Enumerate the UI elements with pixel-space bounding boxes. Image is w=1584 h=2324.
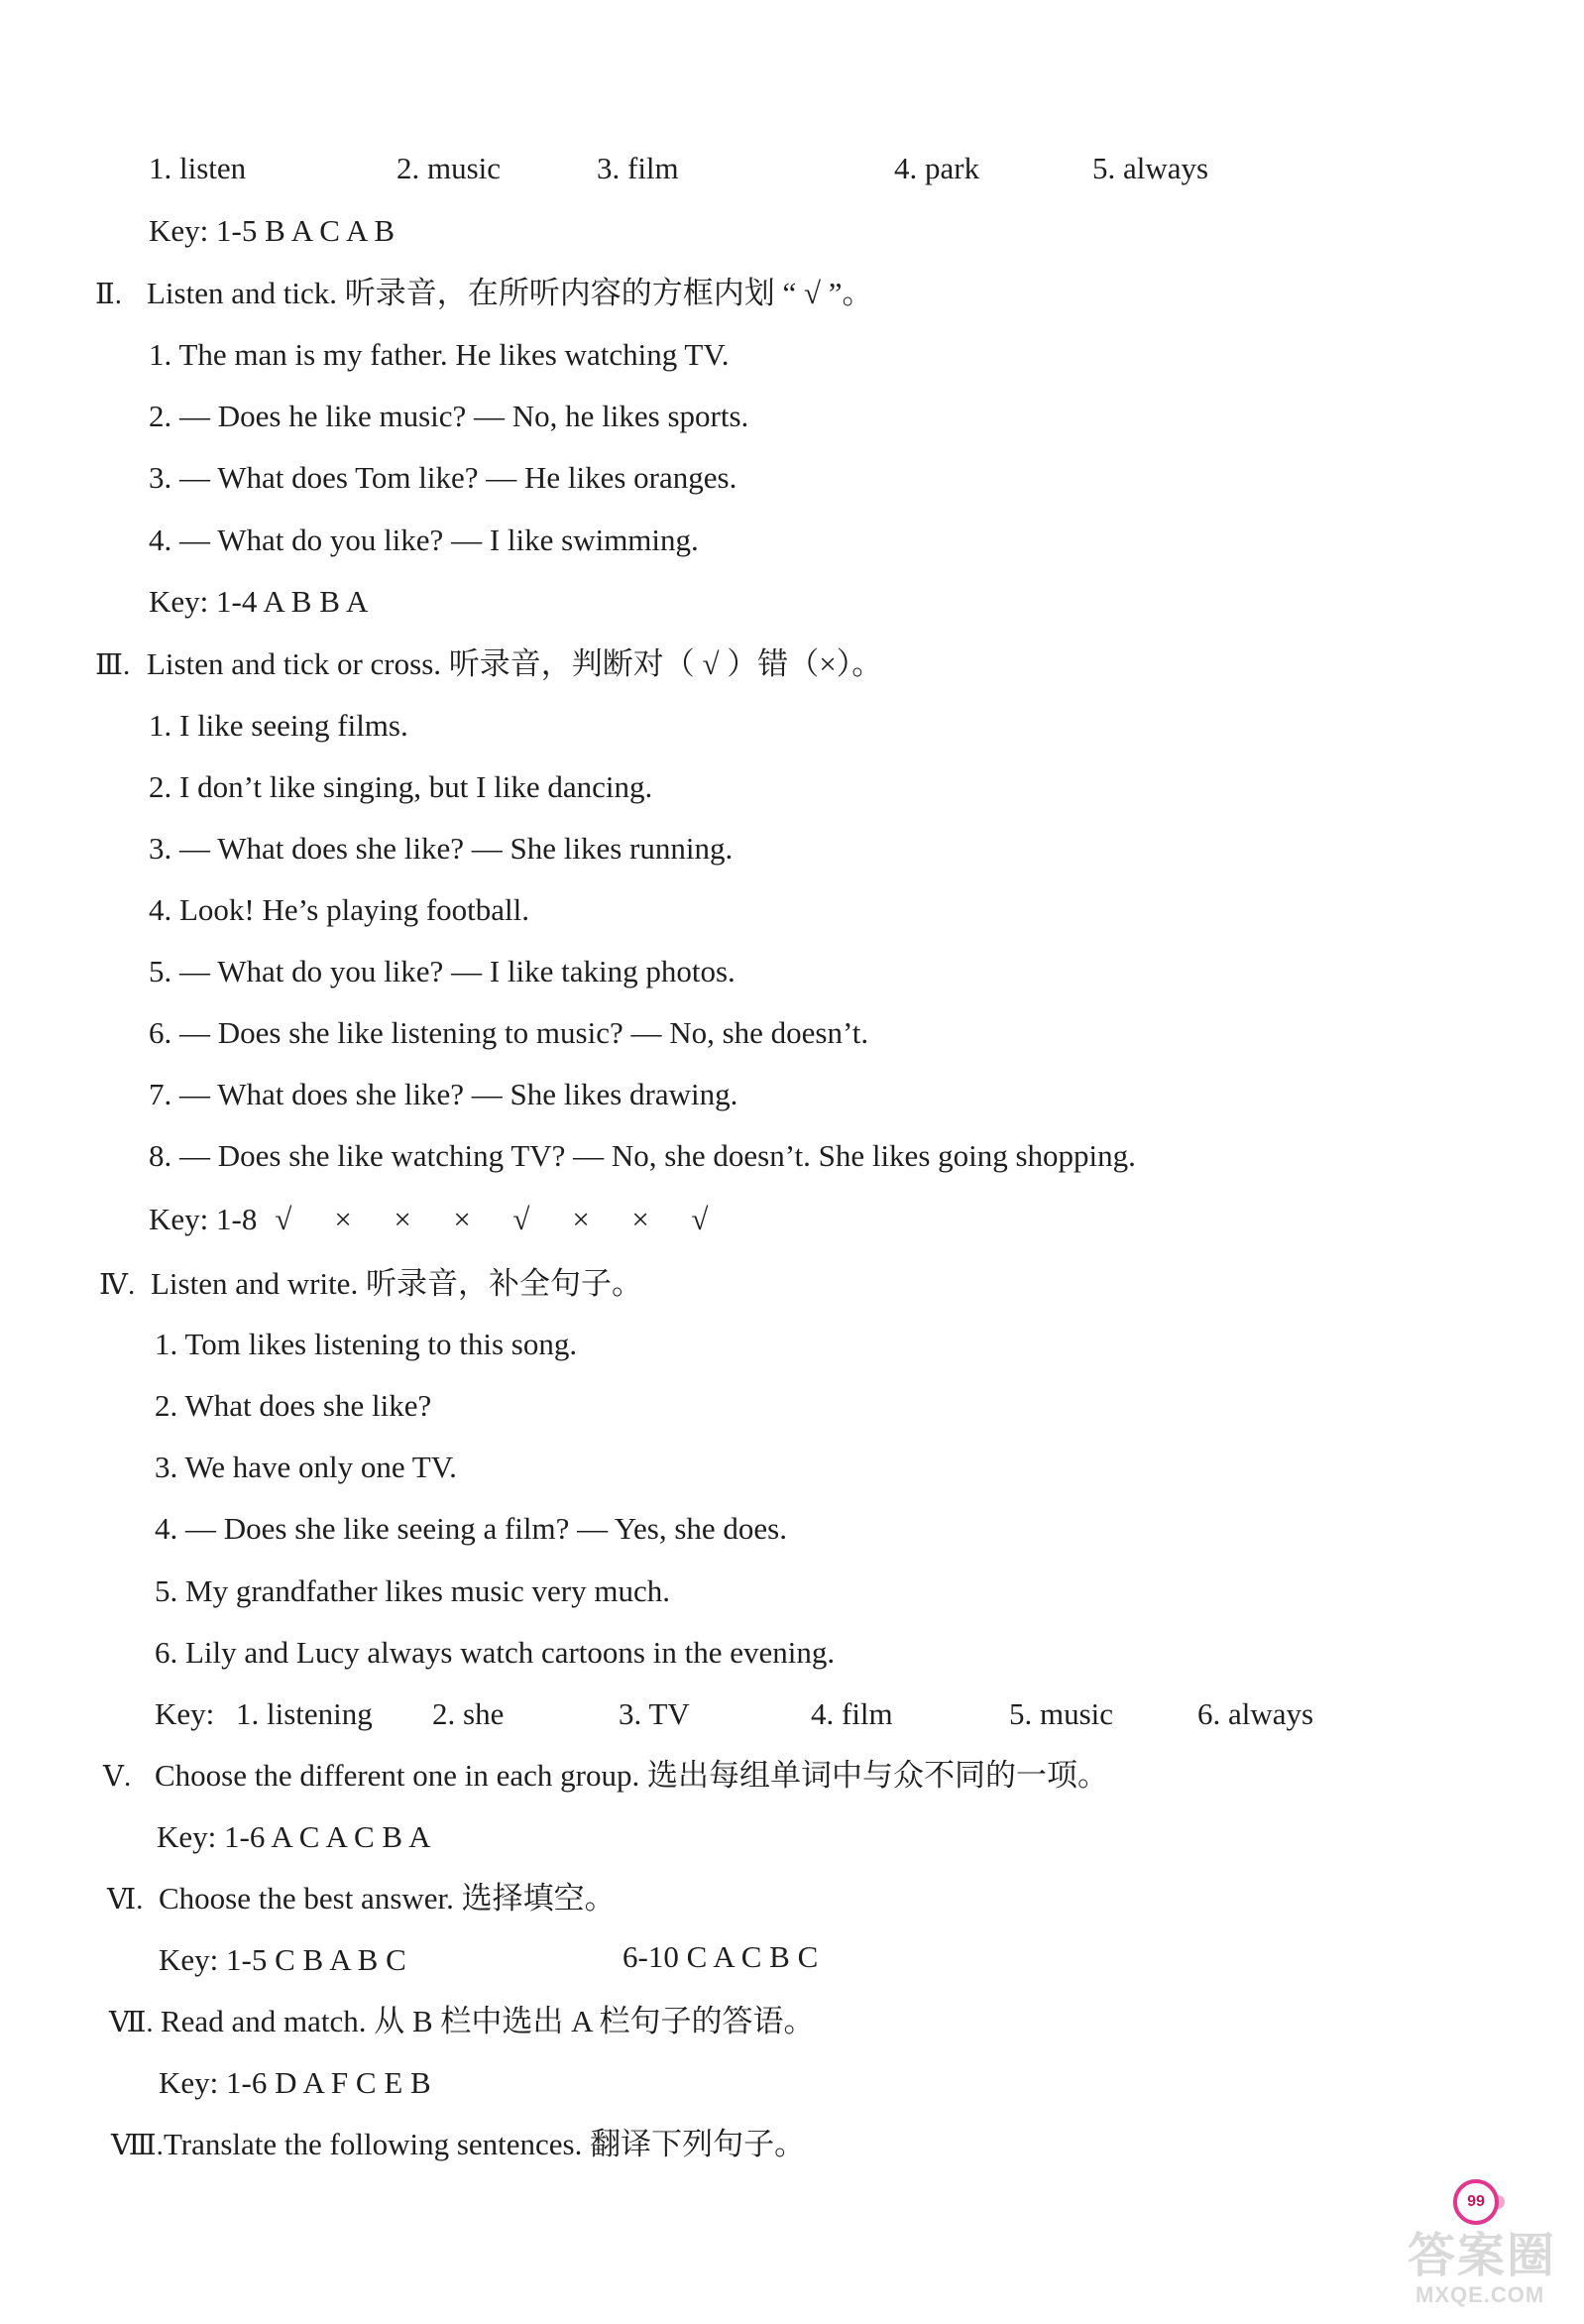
s3-item-6: 6. — Does she like listening to music? — No, she doesn’t.	[149, 1015, 869, 1050]
s2-key: Key: 1-4 A B B A	[149, 584, 369, 619]
s3-mark-4: ×	[453, 1202, 471, 1236]
s4-key-4: 4. film	[811, 1696, 893, 1731]
word-1: 1. listen	[149, 151, 247, 185]
s2-item-1: 1. The man is my father. He likes watching TV.	[149, 337, 730, 372]
s4-key-5: 5. music	[1009, 1696, 1114, 1731]
s4-key-2: 2. she	[432, 1696, 505, 1731]
s3-mark-1: √	[275, 1202, 292, 1236]
section-7-heading	[109, 2002, 815, 2042]
word-5: 5. always	[1092, 151, 1209, 185]
s3-item-7: 7. — What does she like? — She likes drawing.	[149, 1077, 738, 1111]
section-3-number: Ⅲ.	[95, 649, 131, 681]
s3-mark-6: ×	[572, 1202, 590, 1236]
s3-item-3: 3. — What does she like? — She likes running.	[149, 831, 734, 866]
s3-mark-3: ×	[394, 1202, 411, 1236]
s3-mark-5: √	[512, 1202, 530, 1236]
s3-item-1: 1. I like seeing films.	[149, 708, 408, 743]
s6-key-b: 6-10 C A C B C	[622, 1939, 819, 1974]
section-6-heading	[107, 1879, 616, 1919]
s3-item-8: 8. — Does she like watching TV? — No, she doesn’t. She likes going shopping.	[149, 1138, 1136, 1173]
section-8-heading	[111, 2125, 805, 2165]
s3-item-4: 4. Look! He’s playing football.	[149, 892, 529, 927]
section-4-title: Listen and write. 听录音，补全句子。	[151, 1266, 642, 1301]
section-5-title: Choose the different one in each group. 选出每组单词中与众不同的一项。	[155, 1758, 1108, 1793]
s4-item-3: 3. We have only one TV.	[155, 1450, 457, 1484]
s2-item-4: 4. — What do you like? — I like swimming.	[149, 523, 699, 557]
section-5-heading	[103, 1756, 1108, 1797]
section-4-heading	[99, 1264, 642, 1305]
top-key: Key: 1-5 B A C A B	[149, 213, 396, 248]
section-3-title: Listen and tick or cross. 听录音，判断对（ √ ）错（×）。	[147, 646, 883, 681]
s4-item-5: 5. My grandfather likes music very much.	[155, 1573, 670, 1608]
s4-key-label: Key:	[155, 1696, 215, 1731]
watermark-url: MXQE.COM	[1415, 2282, 1545, 2307]
word-4: 4. park	[894, 151, 980, 185]
section-7-title: Read and match. 从 B 栏中选出 A 栏句子的答语。	[161, 2004, 815, 2038]
watermark-logo: 答案圈	[1408, 2230, 1557, 2282]
section-7-number: Ⅶ.	[109, 2007, 154, 2038]
section-2-heading	[95, 274, 873, 314]
section-6-title: Choose the best answer. 选择填空。	[159, 1881, 616, 1916]
s5-key: Key: 1-6 A C A C B A	[157, 1819, 431, 1854]
section-8-title: Translate the following sentences. 翻译下列句子。	[163, 2127, 806, 2161]
section-4-number: Ⅳ.	[99, 1269, 136, 1301]
s7-key: Key: 1-6 D A F C E B	[159, 2065, 431, 2100]
s4-item-2: 2. What does she like?	[155, 1388, 432, 1423]
page-number: 99	[1453, 2179, 1499, 2225]
s3-mark-7: ×	[631, 1202, 649, 1236]
s4-item-4: 4. — Does she like seeing a film? — Yes, she does.	[155, 1511, 787, 1546]
s3-key	[149, 1200, 750, 1239]
s4-key-6: 6. always	[1197, 1696, 1314, 1731]
section-2-title: Listen and tick. 听录音，在所听内容的方框内划 “ √ ”。	[147, 276, 873, 310]
s4-item-1: 1. Tom likes listening to this song.	[155, 1327, 578, 1361]
s3-item-2: 2. I don’t like singing, but I like dancing.	[149, 769, 653, 804]
s3-key-label: Key: 1-8	[149, 1202, 258, 1236]
s2-item-2: 2. — Does he like music? — No, he likes sports.	[149, 399, 749, 433]
watermark	[1408, 2231, 1576, 2320]
word-2: 2. music	[396, 151, 502, 185]
s2-item-3: 3. — What does Tom like? — He likes oranges.	[149, 460, 737, 495]
s6-key-a: Key: 1-5 C B A B C	[159, 1942, 406, 1977]
s3-mark-8: √	[691, 1202, 709, 1236]
section-3-heading	[95, 644, 882, 685]
word-3: 3. film	[597, 151, 679, 185]
s4-key-1: 1. listening	[236, 1696, 373, 1731]
section-6-number: Ⅵ.	[107, 1884, 144, 1916]
s3-item-5: 5. — What do you like? — I like taking photos.	[149, 954, 735, 988]
s3-mark-2: ×	[334, 1202, 352, 1236]
section-5-number: Ⅴ.	[103, 1761, 132, 1793]
s4-item-6: 6. Lily and Lucy always watch cartoons in the evening.	[155, 1635, 836, 1670]
section-2-number: Ⅱ.	[95, 279, 122, 310]
s4-key-3: 3. TV	[619, 1696, 690, 1731]
section-8-number: Ⅷ.	[111, 2130, 164, 2161]
